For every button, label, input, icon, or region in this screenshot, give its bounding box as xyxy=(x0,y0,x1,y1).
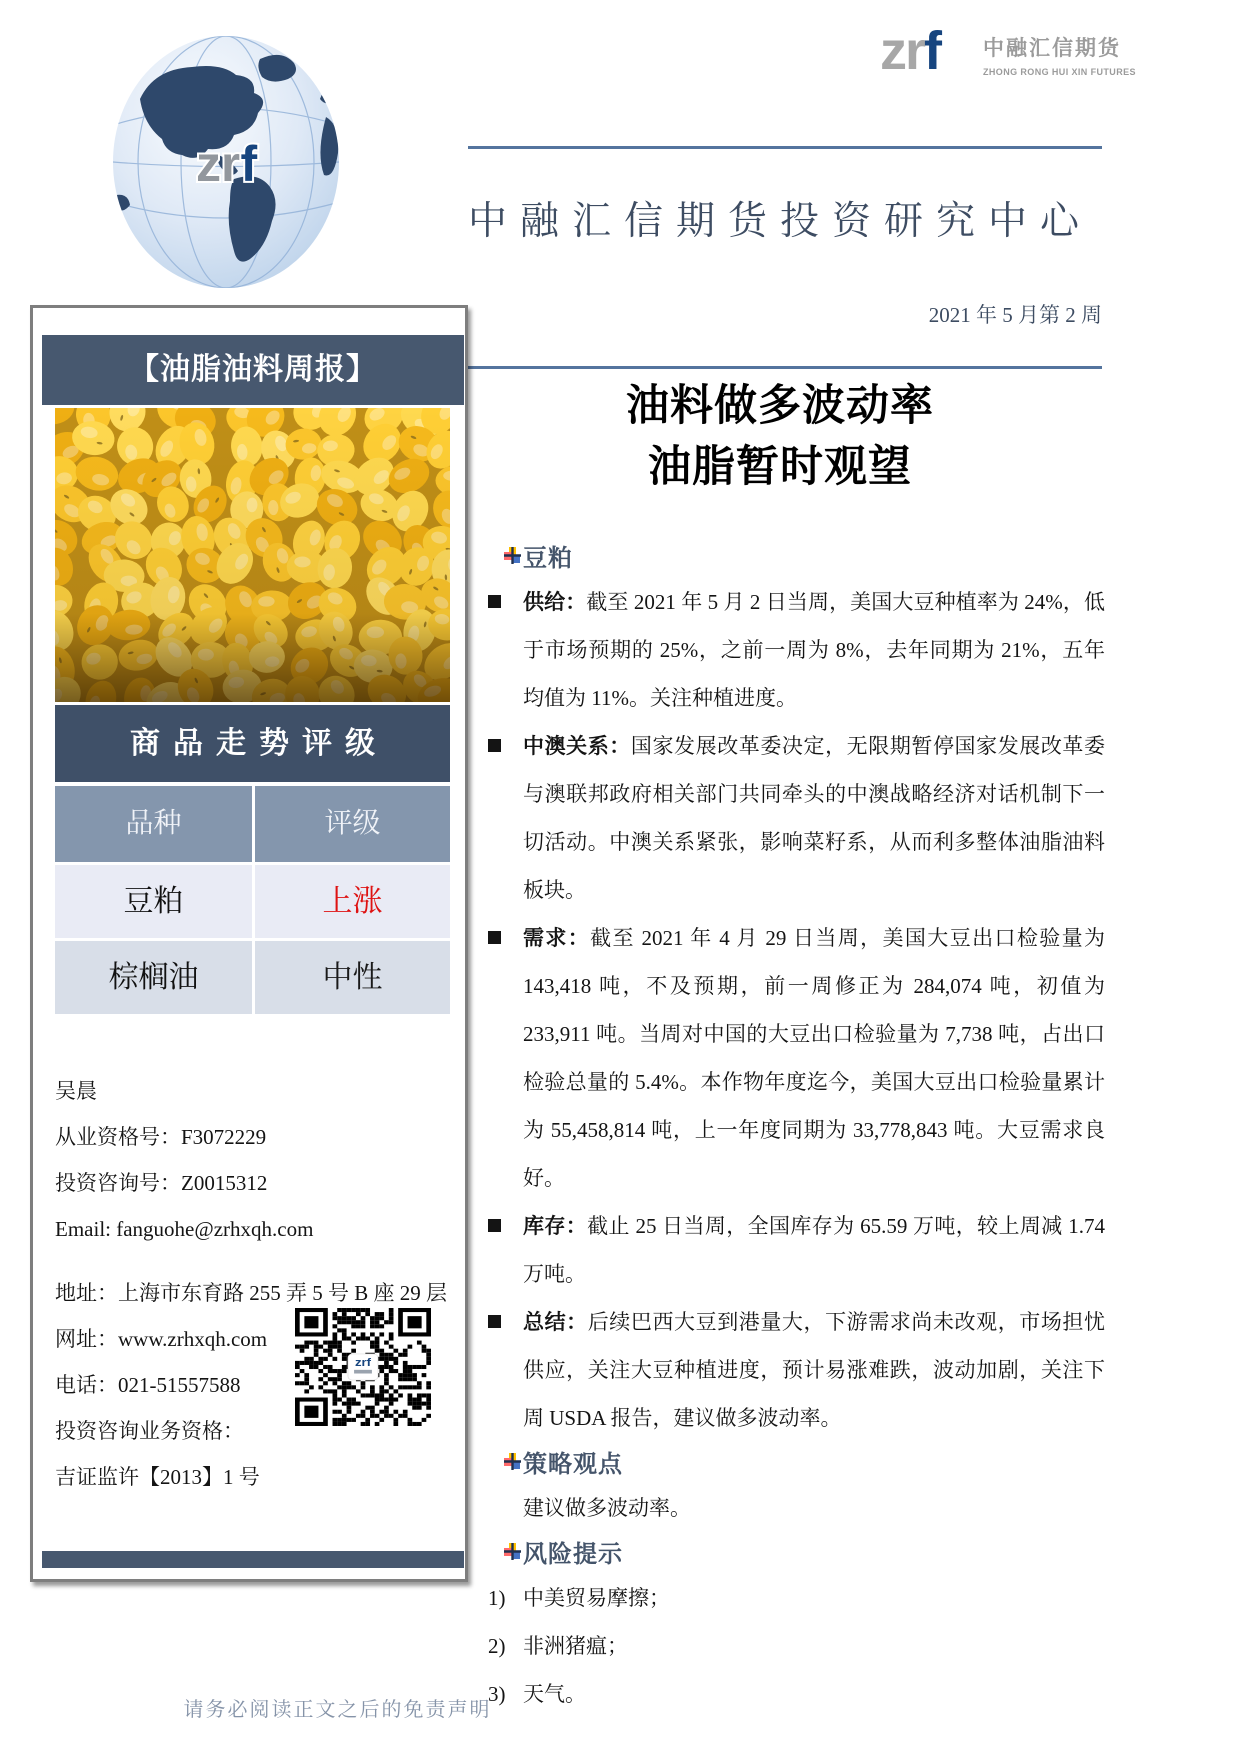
square-bullet-icon xyxy=(488,1219,501,1232)
report-title-line1: 油料做多波动率 xyxy=(626,383,934,430)
square-bullet-icon xyxy=(488,931,501,944)
list-item-inventory xyxy=(455,1202,1105,1298)
report-title-line2: 油脂暂时观望 xyxy=(648,444,912,491)
issue-date: 2021 年 5 月第 2 周 xyxy=(928,303,1102,327)
item-label: 需求： xyxy=(523,926,591,950)
risk-item-2 xyxy=(455,1622,1105,1670)
company-name: 中融汇信期货 xyxy=(983,37,1121,60)
section-title: 豆粕 xyxy=(523,545,573,572)
list-item-china-australia xyxy=(455,722,1105,914)
analyst-advisory-number: 投资咨询号：Z0015312 xyxy=(55,1171,268,1195)
zrf-zr: zr xyxy=(880,21,925,81)
contact-license-number: 吉证监许【2013】1 号 xyxy=(55,1465,260,1489)
item-text: 中美贸易摩擦； xyxy=(523,1586,670,1610)
rating-row-soymeal xyxy=(55,865,450,938)
item-label: 供给： xyxy=(523,590,587,614)
globe-logo-image xyxy=(110,33,342,291)
weekly-report-banner: 【油脂油料周报】 xyxy=(42,335,464,405)
list-item-supply xyxy=(455,578,1105,722)
rating-table-title: 商品走势评级 xyxy=(55,705,450,782)
zrf-wordmark xyxy=(880,21,940,81)
item-text: 后续巴西大豆到港量大，下游需求尚未改观，市场担忧供应，关注大豆种植进度，预计易涨难跌，波动加剧，关注下周 USDA 报告，建议做多波动率。 xyxy=(523,1310,1106,1430)
rating-table-header xyxy=(55,786,450,862)
square-bullet-icon xyxy=(488,1315,501,1328)
globe-watermark: zrf xyxy=(196,136,258,192)
contact-phone: 电话：021-51557588 xyxy=(55,1373,241,1397)
item-text: 非洲猪瘟； xyxy=(523,1634,628,1658)
footer-disclaimer: 请务必阅读正文之后的免责声明 xyxy=(183,1699,492,1721)
section-header-strategy xyxy=(455,1444,1105,1478)
header-divider-top xyxy=(468,146,1102,149)
contact-website: 网址：www.zrhxqh.com xyxy=(55,1327,268,1351)
section-title: 策略观点 xyxy=(523,1451,623,1478)
rating-header-rating: 评级 xyxy=(255,786,450,862)
risk-item-1 xyxy=(455,1574,1105,1622)
qr-code xyxy=(295,1308,431,1426)
sidebar-bottom-bar xyxy=(42,1551,464,1568)
research-center-title: 中融汇信期货投资研究中心 xyxy=(467,200,1092,243)
analyst-name: 吴晨 xyxy=(55,1079,97,1103)
section-marker-icon xyxy=(504,547,521,564)
section-marker-icon xyxy=(504,1543,521,1560)
item-label: 总结： xyxy=(523,1310,588,1334)
report-body xyxy=(455,536,1105,1718)
square-bullet-icon xyxy=(488,595,501,608)
rating-header-variety: 品种 xyxy=(55,786,252,862)
list-item-demand xyxy=(455,914,1105,1202)
analyst-qualification: 从业资格号：F3072229 xyxy=(55,1125,267,1149)
item-label: 中澳关系： xyxy=(523,734,631,758)
company-name-en: ZHONG RONG HUI XIN FUTURES xyxy=(983,67,1136,77)
item-text: 国家发展改革委决定，无限期暂停国家发展改革委与澳联邦政府相关部门共同牵头的中澳战略经济对话机制下一切活动。中澳关系紧张，影响菜籽系，从而利多整体油脂油料板块。 xyxy=(523,734,1106,902)
item-text: 天气。 xyxy=(523,1682,586,1706)
item-text: 截止 25 日当周，全国库存为 65.59 万吨，较上周减 1.74 万吨。 xyxy=(523,1214,1105,1286)
section-header-risk xyxy=(455,1534,1105,1568)
analyst-email: Email: fanguohe@zrhxqh.com xyxy=(55,1217,314,1241)
rating-variety: 豆粕 xyxy=(55,865,252,938)
zrf-f: f xyxy=(924,21,940,81)
item-text: 截至 2021 年 4 月 29 日当周，美国大豆出口检验量为 143,418 吨，不及预期，前一周修正为 284,074 吨，初值为 233,911 吨。当周对中国的大豆出口检验量为 7,738 吨，占出口检验总量的 5.4%。本作物年度迄今，美国大豆出口检验量累计为 55,458,814 吨，上一年度同期为 33,778,843 吨。大豆需求良好。 xyxy=(523,926,1106,1190)
soybean-photo xyxy=(55,408,450,702)
item-number: 1) xyxy=(488,1586,506,1610)
section-header-doupo xyxy=(455,538,1105,572)
svg-text:zrf: zrf xyxy=(354,1355,372,1369)
header-divider-bottom xyxy=(468,366,1102,369)
rating-variety: 棕榈油 xyxy=(55,941,252,1014)
rating-value: 上涨 xyxy=(255,865,450,938)
report-title xyxy=(455,376,1105,498)
section-marker-icon xyxy=(504,1453,521,1470)
contact-license-label: 投资咨询业务资格： xyxy=(55,1419,244,1443)
item-number: 3) xyxy=(488,1682,506,1706)
list-item-summary xyxy=(455,1298,1105,1442)
section-title: 风险提示 xyxy=(523,1541,623,1568)
item-label: 库存： xyxy=(523,1214,588,1238)
item-text: 截至 2021 年 5 月 2 日当周，美国大豆种植率为 24%，低于市场预期的 25%，之前一周为 8%，去年同期为 21%，五年均值为 11%。关注种植进度。 xyxy=(523,590,1105,710)
rating-row-palm-oil xyxy=(55,941,450,1014)
rating-value: 中性 xyxy=(255,941,450,1014)
strategy-paragraph: 建议做多波动率。 xyxy=(523,1496,691,1520)
sidebar-panel xyxy=(30,305,468,1582)
contact-address: 地址：上海市东育路 255 弄 5 号 B 座 29 层 xyxy=(55,1281,448,1305)
item-number: 2) xyxy=(488,1634,506,1658)
square-bullet-icon xyxy=(488,739,501,752)
analyst-info xyxy=(55,1068,313,1252)
